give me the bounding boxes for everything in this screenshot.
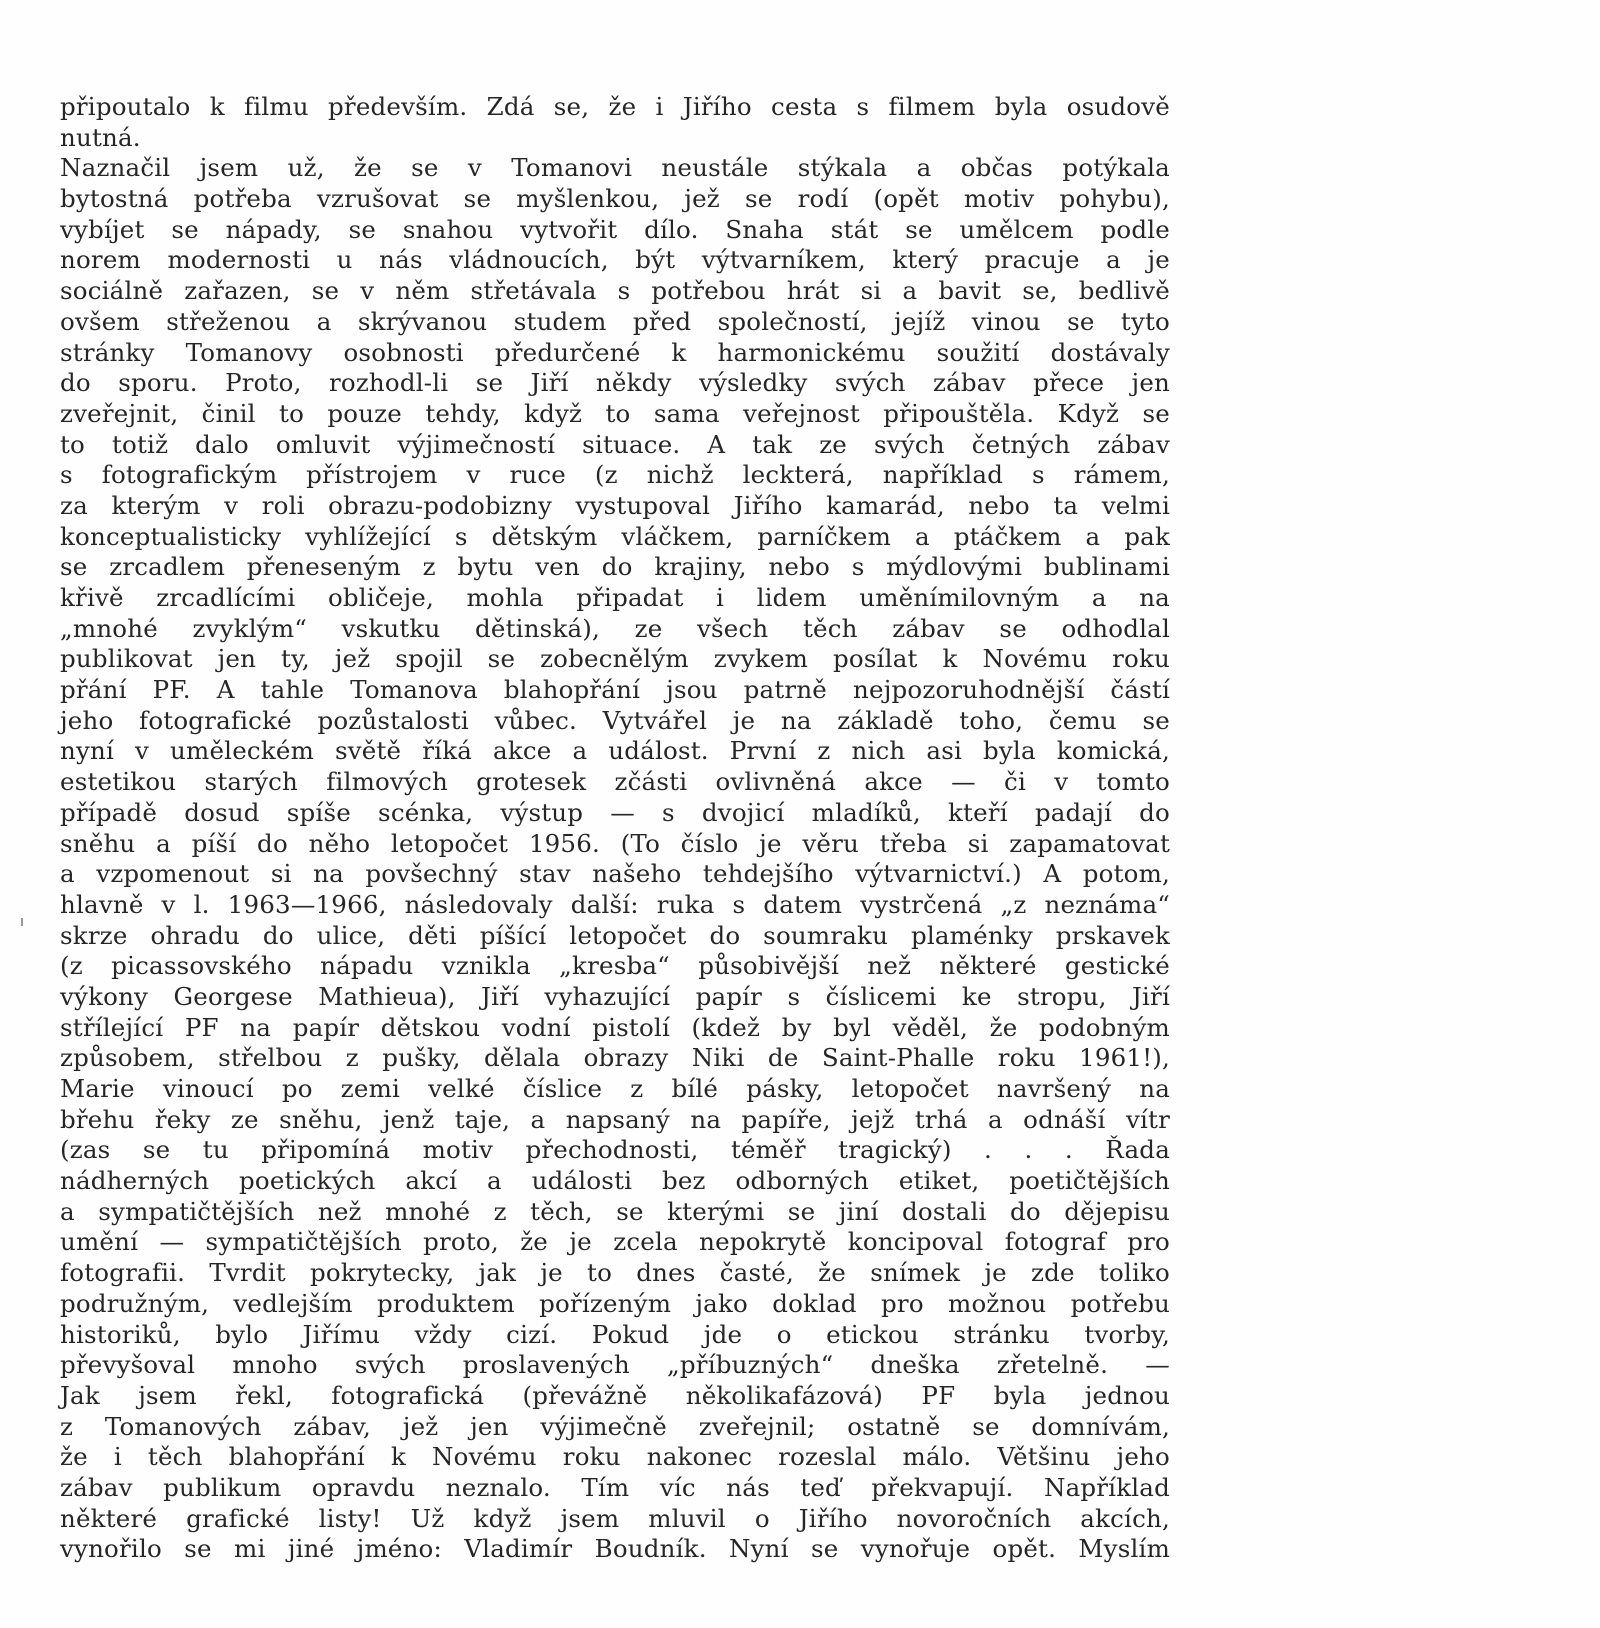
- text-line: podružným, vedlejším produktem pořízeným jako doklad pro možnou potřebu: [60, 1288, 1170, 1318]
- text-line: sociálně zařazen, se v něm střetávala s potřebou hrát si a bavit se, bedlivě: [60, 276, 1170, 306]
- text-line: a vzpomenout si na povšechný stav našeho tehdejšího výtvarnictví.) A potom,: [60, 859, 1170, 889]
- text-line: „mnohé zvyklým“ vskutku dětinská), ze všech těch zábav se odhodlal: [60, 613, 1170, 643]
- text-line: skrze ohradu do ulice, děti píšící letopočet do soumraku plaménky prskavek: [60, 920, 1170, 950]
- text-line: to totiž dalo omluvit výjimečností situace. A tak ze svých četných zábav: [60, 429, 1170, 459]
- text-line: umění — sympatičtějších proto, že je zcela nepokrytě koncipoval fotograf pro: [60, 1227, 1170, 1257]
- text-line: křivě zrcadlícími obličeje, mohla připadat i lidem uměnímilovným a na: [60, 583, 1170, 612]
- text-line: z Tomanových zábav, jež jen výjimečně zveřejnil; ostatně se domnívám,: [60, 1411, 1170, 1441]
- text-line: zveřejnit, činil to pouze tehdy, když to sama veřejnost připouštěla. Když se: [60, 398, 1170, 428]
- text-line: způsobem, střelbou z pušky, dělala obrazy Niki de Saint-Phalle roku 1961!),: [60, 1043, 1170, 1073]
- text-line: hlavně v l. 1963—1966, následovaly další: ruka s datem vystrčená „z neznáma“: [60, 889, 1170, 919]
- text-line: estetikou starých filmových grotesek zčásti ovlivněná akce — či v tomto: [60, 767, 1170, 797]
- text-line: historiků, bylo Jiřímu vždy cizí. Pokud jde o etickou stránku tvorby,: [60, 1319, 1170, 1349]
- text-line: ovšem střeženou a skrývanou studem před společností, jejíž vinou se tyto: [60, 306, 1170, 336]
- text-line: konceptualisticky vyhlížející s dětským vláčkem, parníčkem a ptáčkem a pak: [60, 521, 1170, 551]
- text-line: vybíjet se nápady, se snahou vytvořit dílo. Snaha stát se umělcem podle: [60, 214, 1170, 244]
- text-line: do sporu. Proto, rozhodl-li se Jiří někdy výsledky svých zábav přece jen: [60, 368, 1170, 398]
- text-line: střílející PF na papír dětskou vodní pistolí (kdež by byl věděl, že podobným: [60, 1012, 1170, 1042]
- text-line: Naznačil jsem už, že se v Tomanovi neustále stýkala a občas potýkala: [60, 153, 1170, 183]
- text-line: se zrcadlem přeneseným z bytu ven do krajiny, nebo s mýdlovými bublinami: [60, 552, 1170, 582]
- text-line: sněhu a píší do něho letopočet 1956. (To číslo je věru třeba si zapamatovat: [60, 828, 1170, 858]
- text-line: za kterým v roli obrazu-podobizny vystupoval Jiřího kamarád, nebo ta velmi: [60, 490, 1170, 520]
- text-line: přání PF. A tahle Tomanova blahopřání jsou patrně nejpozoruhodnější částí: [60, 675, 1170, 705]
- text-line: stránky Tomanovy osobnosti předurčené k harmonickému soužití dostávaly: [60, 337, 1170, 367]
- text-line: (z picassovského nápadu vznikla „kresba“ působivější než některé gestické: [60, 951, 1170, 981]
- text-line: převyšoval mnoho svých proslavených „příbuzných“ dneška zřetelně. —: [60, 1350, 1170, 1380]
- text-line: připoutalo k filmu především. Zdá se, že i Jiřího cesta s filmem byla osudově: [60, 92, 1170, 121]
- text-line: s fotografickým přístrojem v ruce (z nichž leckterá, například s rámem,: [60, 460, 1170, 490]
- text-line: Jak jsem řekl, fotografická (převážně několikafázová) PF byla jednou: [60, 1380, 1170, 1410]
- text-line: výkony Georgese Mathieua), Jiří vyhazující papír s číslicemi ke stropu, Jiří: [60, 981, 1170, 1011]
- text-line: nutná.: [60, 122, 141, 152]
- text-line: zábav publikum opravdu neznalo. Tím víc nás teď překvapují. Například: [60, 1472, 1170, 1502]
- text-line: a sympatičtějších než mnohé z těch, se kterými se jiní dostali do dějepisu: [60, 1196, 1170, 1226]
- margin-mark: [21, 918, 23, 926]
- text-line: norem modernosti u nás vládnoucích, být výtvarníkem, který pracuje a je: [60, 245, 1170, 275]
- text-line: některé grafické listy! Už když jsem mluvil o Jiřího novoročních akcích,: [60, 1503, 1170, 1533]
- text-line: břehu řeky ze sněhu, jenž taje, a napsaný na papíře, jejž trhá a odnáší vítr: [60, 1104, 1170, 1134]
- text-line: vynořilo se mi jiné jméno: Vladimír Boudník. Nyní se vynořuje opět. Myslím: [60, 1534, 1170, 1564]
- text-line: nyní v uměleckém světě říká akce a událost. První z nich asi byla komická,: [60, 736, 1170, 766]
- text-line: publikovat jen ty, jež spojil se zobecnělým zvykem posílat k Novému roku: [60, 644, 1170, 674]
- text-line: případě dosud spíše scénka, výstup — s dvojicí mladíků, kteří padají do: [60, 797, 1170, 827]
- text-line: fotografii. Tvrdit pokrytecky, jak je to dnes časté, že snímek je zde toliko: [60, 1258, 1170, 1288]
- text-line: nádherných poetických akcí a události bez odborných etiket, poetičtějších: [60, 1166, 1170, 1196]
- text-line: jeho fotografické pozůstalosti vůbec. Vytvářel je na základě toho, čemu se: [60, 705, 1170, 735]
- text-line: Marie vinoucí po zemi velké číslice z bílé pásky, letopočet navršený na: [60, 1074, 1170, 1103]
- text-line: bytostná potřeba vzrušovat se myšlenkou, jež se rodí (opět motiv pohybu),: [60, 184, 1170, 214]
- body-text: [60, 92, 1170, 1565]
- text-line: (zas se tu připomíná motiv přechodnosti, téměř tragický) . . . Řada: [60, 1135, 1170, 1165]
- text-line: že i těch blahopřání k Novému roku nakonec rozeslal málo. Většinu jeho: [60, 1442, 1170, 1472]
